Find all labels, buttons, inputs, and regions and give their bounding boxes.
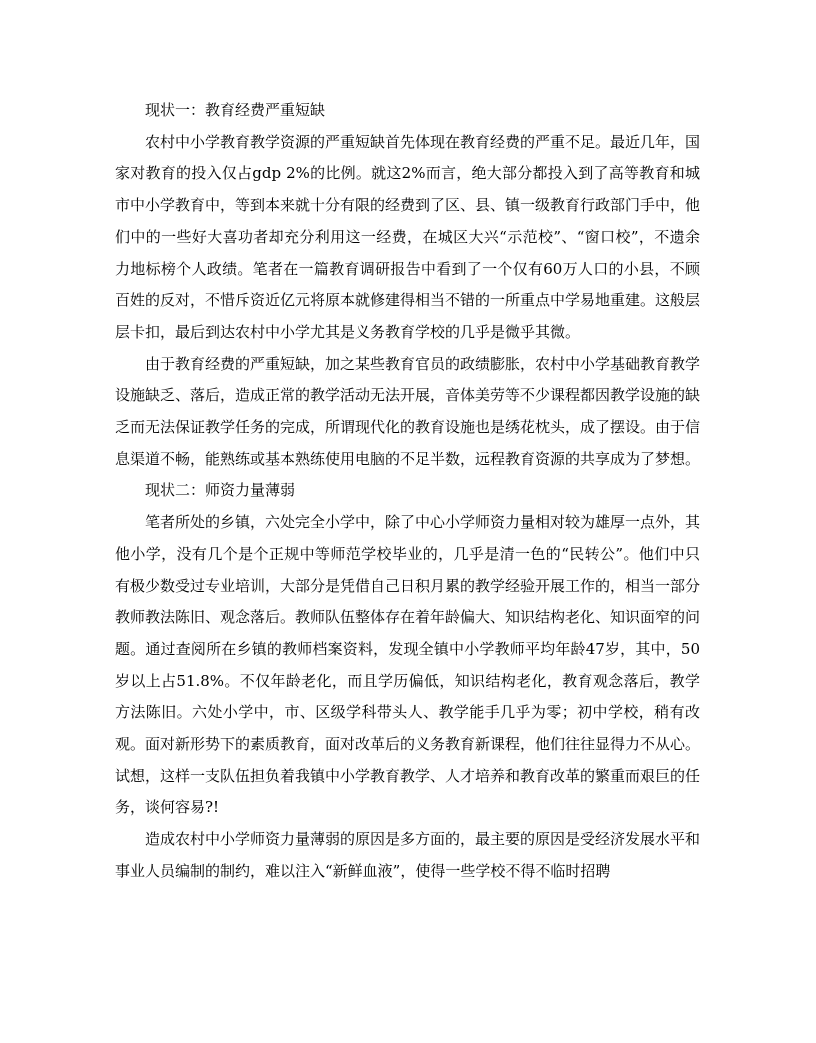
paragraph-4: 造成农村中小学师资力量薄弱的原因是多方面的，最主要的原因是受经济发展水平和事业人员编制的制约，难以注入“新鲜血液”，使得一些学校不得不临时招聘 [115,830,701,880]
paragraph-2: 由于教育经费的严重短缺，加之某些教育官员的政绩膨胀，农村中小学基础教育教学设施缺乏、落后，造成正常的教学活动无法开展，音体美劳等不少课程都因教学设施的缺乏而无法保证教学任务的完成，所谓现代化的教育设施也是绣花枕头，成了摆设。由于信息渠道不畅，能熟练或基本熟练使用电脑的不足半数，远程教育资源的共享成为了梦想。 [115,354,701,468]
paragraph-1: 农村中小学教育教学资源的严重短缺首先体现在教育经费的严重不足。最近几年，国家对教育的投入仅占gdp 2%的比例。就这2%而言，绝大部分都投入到了高等教育和城市中小学教育中，等到本来就十分有限的经费到了区、县、镇一级教育行政部门手中，他们中的一些好大喜功者却充分利用这一经费，在城区大兴“示范校”、“窗口校”，不遗余力地标榜个人政绩。笔者在一篇教育调研报告中看到了一个仅有60万人口的小县，不顾百姓的反对，不惜斥资近亿元将原本就修建得相当不错的一所重点中学易地重建。这般层层卡扣，最后到达农村中小学尤其是义务教育学校的几乎是微乎其微。 [115,132,701,341]
section-heading-1: 现状一：教育经费严重短缺 [145,101,326,119]
section-heading-2: 现状二：师资力量薄弱 [145,481,296,500]
document-page [115,95,700,888]
paragraph-3: 笔者所处的乡镇，六处完全小学中，除了中心小学师资力量相对较为雄厚一点外，其他小学，没有几个是个正规中等师范学校毕业的，几乎是清一色的“民转公”。他们中只有极少数受过专业培训，大部分是凭借自己日积月累的教学经验开展工作的，相当一部分教师教法陈旧、观念落后。教师队伍整体存在着年龄偏大、知识结构老化、知识面窄的问题。通过查阅所在乡镇的教师档案资料，发现全镇中小学教师平均年龄47岁，其中，50岁以上占51.8%。不仅年龄老化，而且学历偏低，知识结构老化，教育观念落后，教学方法陈旧。六处小学中，市、区级学科带头人、教学能手几乎为零；初中学校，稍有改观。面对新形势下的素质教育，面对改革后的义务教育新课程，他们往往显得力不从心。试想，这样一支队伍担负着我镇中小学教育教学、人才培养和教育改革的繁重而艰巨的任务，谈何容易?! [115,513,701,817]
